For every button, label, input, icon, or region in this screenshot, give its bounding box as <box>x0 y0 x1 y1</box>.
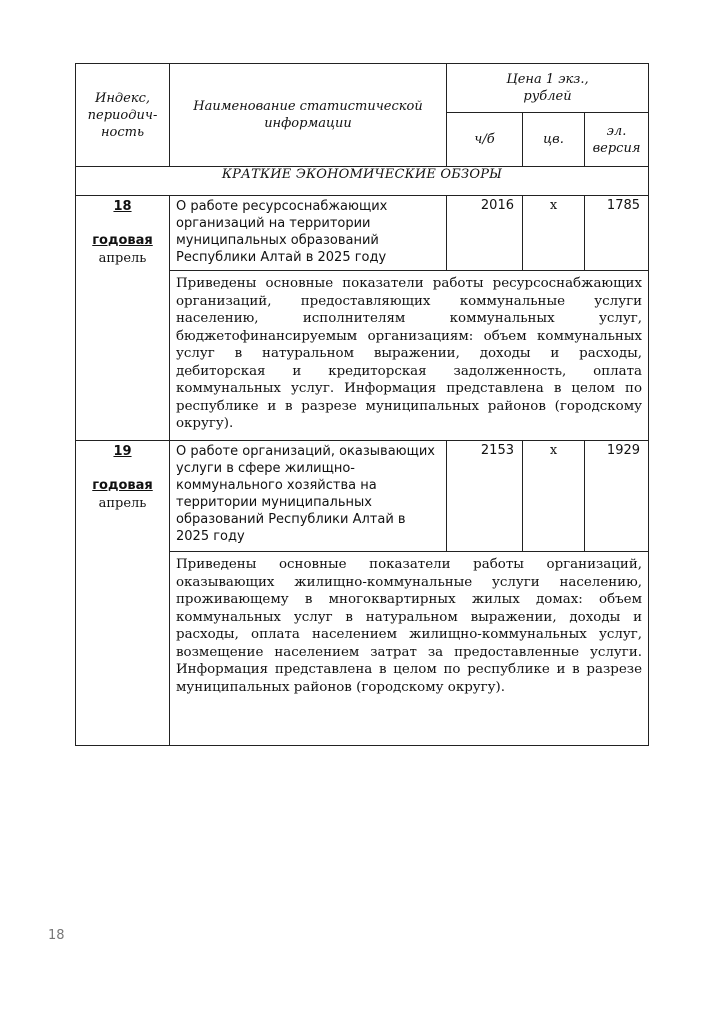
row-month: апрель <box>98 496 147 511</box>
row-periodicity: годовая <box>92 233 153 248</box>
page-number: 18 <box>48 928 65 943</box>
header-price: Цена 1 экз., рублей <box>447 64 649 113</box>
row-description: Приведены основные показатели работы ресурсоснабжающих организаций, предоставляющих коммунальные услуги населению, исполнителям коммунальных услуг, бюджетофинансируемым организациям: объем коммунальных услуг в натуральном выражении, доходы и расходы, дебиторская и кредиторская задолженность, оплата коммунальных услуг. Информация представлена в целом по республике и в разрезе муниципальных районов (городскому округу). <box>170 271 649 441</box>
row-title: О работе организаций, оказывающих услуги в сфере жилищно-коммунального хозяйства на территории муниципальных образований Республики Алтай в 2025 году <box>170 441 447 552</box>
row-index: 19 <box>113 444 132 459</box>
row-price-bw: 2153 <box>447 441 523 552</box>
row-periodicity: годовая <box>92 478 153 493</box>
row-title: О работе ресурсоснабжающих организаций на территории муниципальных образований Республики Алтай в 2025 году <box>170 196 447 271</box>
header-name: Наименование статистической информации <box>170 64 447 167</box>
row-price-electronic: 1929 <box>585 441 649 552</box>
header-price-electronic: эл. версия <box>585 113 649 167</box>
catalog-table <box>75 63 649 746</box>
row-index-cell <box>76 441 170 746</box>
row-price-electronic: 1785 <box>585 196 649 271</box>
row-index-cell <box>76 196 170 441</box>
section-title: КРАТКИЕ ЭКОНОМИЧЕСКИЕ ОБЗОРЫ <box>76 167 649 196</box>
row-index: 18 <box>113 199 132 214</box>
header-price-bw: ч/б <box>447 113 523 167</box>
header-index: Индекс, периодич- ность <box>76 64 170 167</box>
table-row <box>76 196 649 271</box>
row-price-bw: 2016 <box>447 196 523 271</box>
header-price-color: цв. <box>523 113 585 167</box>
row-price-color: х <box>523 441 585 552</box>
row-description: Приведены основные показатели работы организаций, оказывающих жилищно-коммунальные услуги населению, проживающему в многоквартирных жилых домах: объем коммунальных услуг в натуральном выражении, доходы и расходы, оплата населением жилищно-коммунальных услуг, возмещение населением затрат за предоставленные услуги. Информация представлена в целом по республике и в разрезе муниципальных районов (городскому округу). <box>170 552 649 746</box>
row-price-color: х <box>523 196 585 271</box>
table-row <box>76 441 649 552</box>
row-month: апрель <box>98 251 147 266</box>
